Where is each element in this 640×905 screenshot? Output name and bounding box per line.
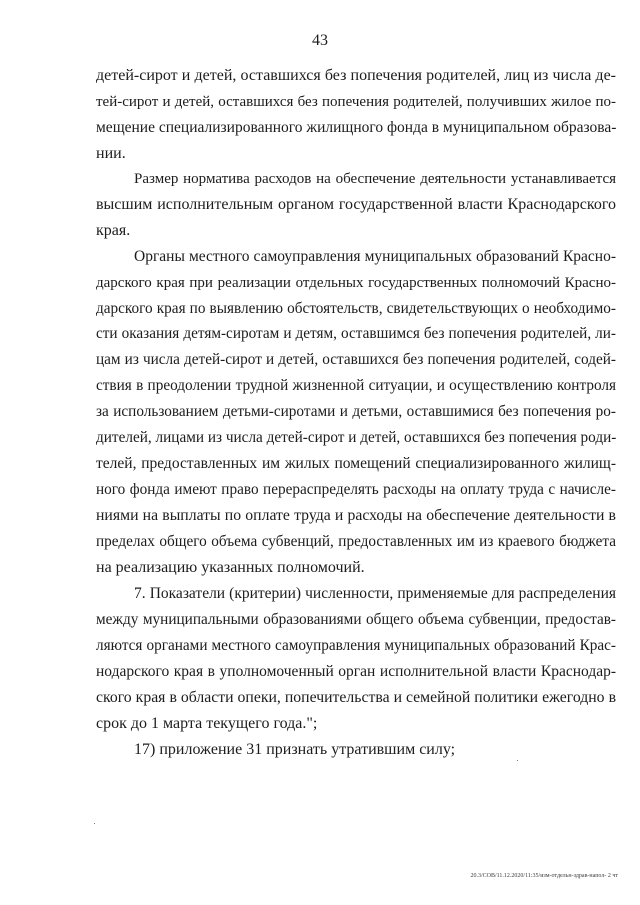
text-line: ского края в области опеки, попечительства и семейной политики ежегодно в <box>96 689 616 706</box>
text-line: цам из числа детей-сирот и детей, оставшихся без попечения родителей, содей- <box>96 351 616 368</box>
text-line: нии. <box>96 145 126 162</box>
text-line: нодарского края в уполномоченный орган исполнительной власти Краснодар- <box>96 663 616 680</box>
footer-document-code: 20.3/СОВ/11.12.2020/11:35/изм-отдельн-здрав-напол- 2 чт <box>470 873 618 879</box>
text-line: срок до 1 марта текущего года."; <box>96 715 318 732</box>
text-line: 17) приложение 31 признать утратившим силу; <box>134 741 456 758</box>
text-line: края. <box>96 222 131 239</box>
text-line: ниями на выплаты по оплате труда и расходы на обеспечение деятельности в <box>96 507 616 524</box>
text-line: высшим исполнительным органом государственной власти Краснодарского <box>96 196 616 213</box>
text-line: мещение специализированного жилищного фонда в муниципальном образова- <box>96 119 617 136</box>
text-line: сти оказания детям-сиротам и детям, оставшимся без попечения родителей, ли- <box>96 325 616 342</box>
text-line: за использованием детьми-сиротами и детьми, оставшимися без попечения ро- <box>96 403 616 420</box>
text-line: дарского края при реализации отдельных государственных полномочий Красно- <box>96 275 616 291</box>
text-line: телей, предоставленных им жилых помещений специализированного жилищ- <box>96 455 616 472</box>
page-number: 43 <box>312 32 328 49</box>
text-line: между муниципальными образованиями общего объема субвенции, предостав- <box>96 611 616 628</box>
text-line: ствия в преодолении трудной жизненной ситуации, и осуществлению контроля <box>96 377 616 394</box>
text-line: 7. Показатели (критерии) численности, применяемые для распределения <box>134 585 616 602</box>
text-line: пределах общего объема субвенций, предоставленных им из краевого бюджета <box>96 533 616 550</box>
text-line: дителей, лицами из числа детей-сирот и детей, оставшихся без попечения роди- <box>96 429 617 446</box>
text-line: ляются органами местного самоуправления муниципальных образований Крас- <box>96 637 616 654</box>
text-line: тей-сирот и детей, оставшихся без попечения родителей, получивших жилое по- <box>96 94 616 110</box>
scan-speck <box>517 760 518 761</box>
text-line: ного фонда имеют право перераспределять расходы на оплату труда с начисле- <box>96 481 616 498</box>
text-line: Органы местного самоуправления муниципальных образований Красно- <box>134 248 616 265</box>
text-line: детей-сирот и детей, оставшихся без попечения родителей, лиц из числа де- <box>96 67 616 84</box>
scan-speck <box>94 823 95 824</box>
text-line: Размер норматива расходов на обеспечение деятельности устанавливается <box>134 171 616 187</box>
text-line: на реализацию указанных полномочий. <box>96 559 365 576</box>
text-line: дарского края по выявлению обстоятельств, свидетельствующих о необходимо- <box>96 300 616 317</box>
